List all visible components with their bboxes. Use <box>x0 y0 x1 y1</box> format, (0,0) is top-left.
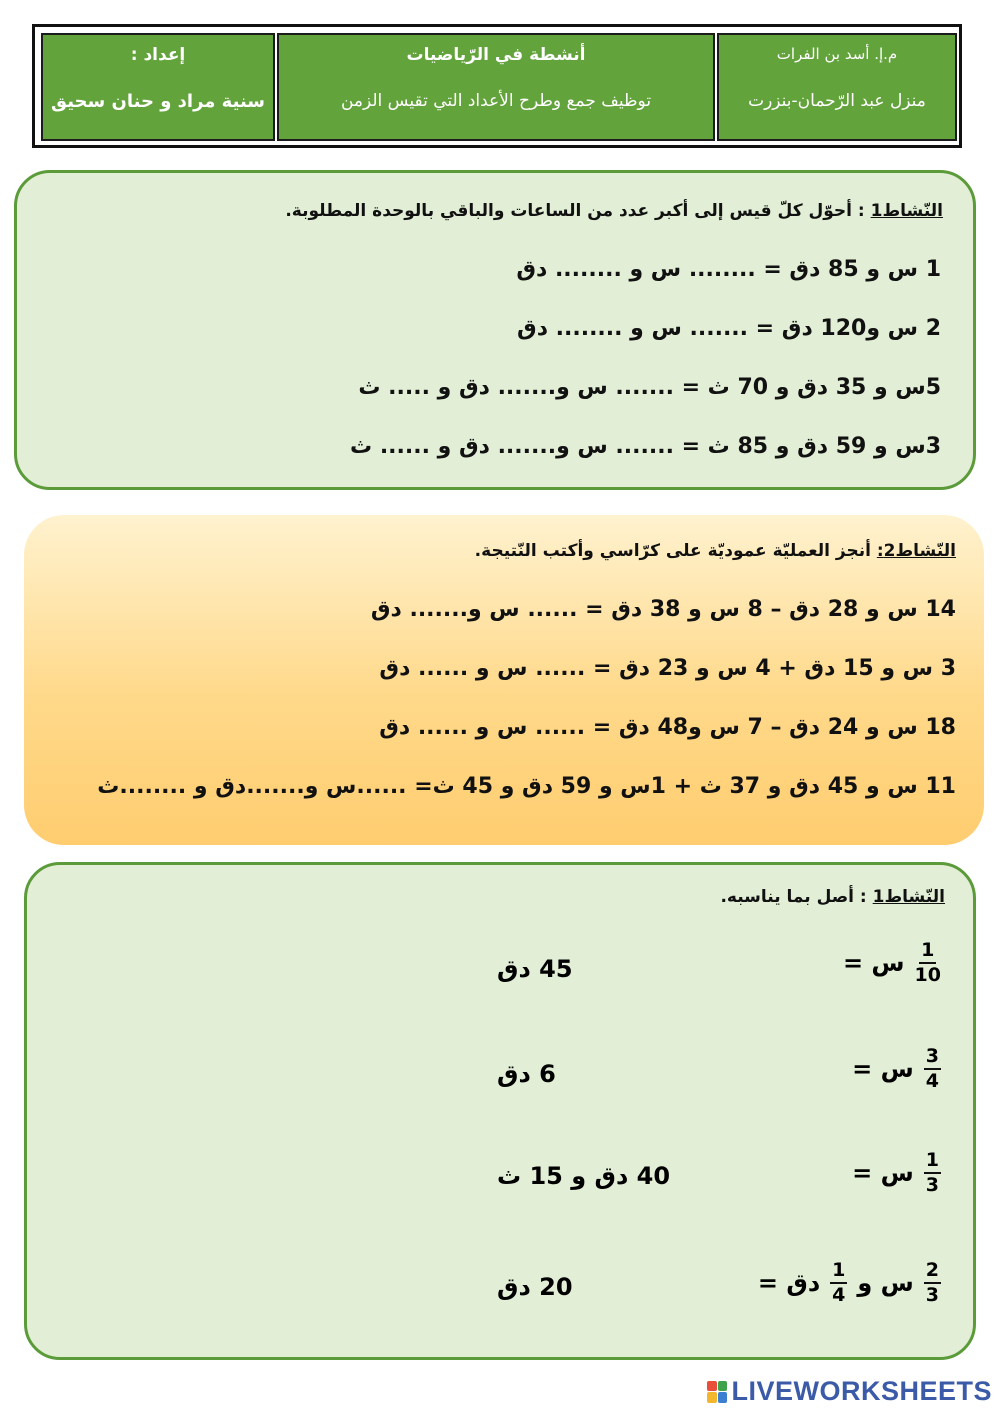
subject-cell <box>277 33 715 141</box>
match-right-item-4[interactable] <box>758 1261 945 1305</box>
activity-1-row-1: 1 س و 85 دق = ........ س و ........ دق <box>516 257 941 282</box>
match-left-item-3[interactable]: 40 دق و 15 ث <box>497 1162 671 1190</box>
fraction-numerator: 2 <box>924 1261 941 1284</box>
activity-2-row-3: 18 س و 24 دق – 7 س و48 دق = ...... س و ...... دق <box>379 715 956 740</box>
fraction-denominator: 3 <box>925 1284 939 1306</box>
activity-2-row-4: 11 س و 45 دق و 37 ث + 1س و 59 دق و 45 ث= ......س و.......دق و ........ث <box>97 774 956 799</box>
activity-2-row-1: 14 س و 28 دق – 8 س و 38 دق = ...... س و....... دق <box>370 597 956 622</box>
authors-cell <box>41 33 275 141</box>
activity-2-instruction: أنجز العمليّة عموديّة على كرّاسي وأكتب النّتيجة. <box>474 541 877 561</box>
fraction-numerator: 1 <box>924 1151 941 1174</box>
activity-1-panel <box>14 170 976 490</box>
header-table <box>32 24 962 148</box>
activity-1-row-3: 5س و 35 دق و 70 ث = ....... س و....... دق و ..... ث <box>358 375 941 400</box>
activity-1-row-4: 3س و 59 دق و 85 ث = ....... س و....... دق و ...... ث <box>350 434 941 459</box>
activity-3-panel <box>24 862 976 1360</box>
match-right-text-2: دق = <box>757 1269 821 1297</box>
activity-1-title <box>285 201 943 221</box>
activity-1-label: النّشاط1 <box>870 201 943 221</box>
school-cell <box>717 33 957 141</box>
logo-text: LIVEWORKSHEETS <box>731 1376 992 1406</box>
liveworksheets-logo <box>707 1376 992 1407</box>
match-right-text: س و <box>857 1269 914 1297</box>
fraction-numerator: 3 <box>924 1047 941 1070</box>
authors-label: إعداد : <box>130 45 186 65</box>
activity-1-row-2: 2 س و120 دق = ....... س و ........ دق <box>517 316 941 341</box>
match-right-text: س = <box>852 1055 914 1083</box>
match-left-item-4[interactable]: 20 دق <box>497 1273 573 1301</box>
activity-1-instruction: : أحوّل كلّ قيس إلى أكبر عدد من الساعات والباقي بالوحدة المطلوبة. <box>285 201 871 221</box>
fraction <box>830 1261 847 1305</box>
activity-2-row-2: 3 س و 15 دق + 4 س و 23 دق = ...... س و ...... دق <box>379 656 956 681</box>
school-location: منزل عبد الرّحمان-بنزرت <box>748 91 926 111</box>
activity-3-instruction: : أصل بما يناسبه. <box>720 887 873 907</box>
subject-title: أنشطة في الرّياضيات <box>406 45 586 65</box>
fraction <box>924 1047 941 1091</box>
fraction-denominator: 3 <box>925 1174 939 1196</box>
fraction <box>915 941 941 985</box>
match-right-item-1[interactable] <box>843 941 945 985</box>
activity-3-label: النّشاط1 <box>872 887 945 907</box>
activity-2-label: النّشاط2: <box>876 541 956 561</box>
fraction-denominator: 10 <box>914 964 941 986</box>
match-right-item-2[interactable] <box>852 1047 945 1091</box>
fraction-denominator: 4 <box>832 1284 846 1306</box>
activity-2-panel <box>24 515 984 845</box>
logo-blocks-icon <box>707 1381 727 1403</box>
activity-3-title <box>720 887 945 907</box>
school-name: م.إ. أسد بن الفرات <box>776 45 898 63</box>
fraction <box>924 1261 941 1305</box>
match-right-item-3[interactable] <box>852 1151 945 1195</box>
match-right-text: س = <box>842 949 905 977</box>
fraction-denominator: 4 <box>925 1070 939 1092</box>
fraction <box>924 1151 941 1195</box>
match-left-item-1[interactable]: 45 دق <box>497 955 573 983</box>
activity-2-title <box>475 541 956 561</box>
match-left-item-2[interactable]: 6 دق <box>497 1060 556 1088</box>
fraction-numerator: 1 <box>919 941 936 964</box>
match-right-text: س = <box>852 1159 914 1187</box>
authors-names: سنية مراد و حنان سحيق <box>50 91 265 112</box>
fraction-numerator: 1 <box>830 1261 847 1284</box>
subject-topic: توظيف جمع وطرح الأعداد التي تقيس الزمن <box>340 91 652 111</box>
